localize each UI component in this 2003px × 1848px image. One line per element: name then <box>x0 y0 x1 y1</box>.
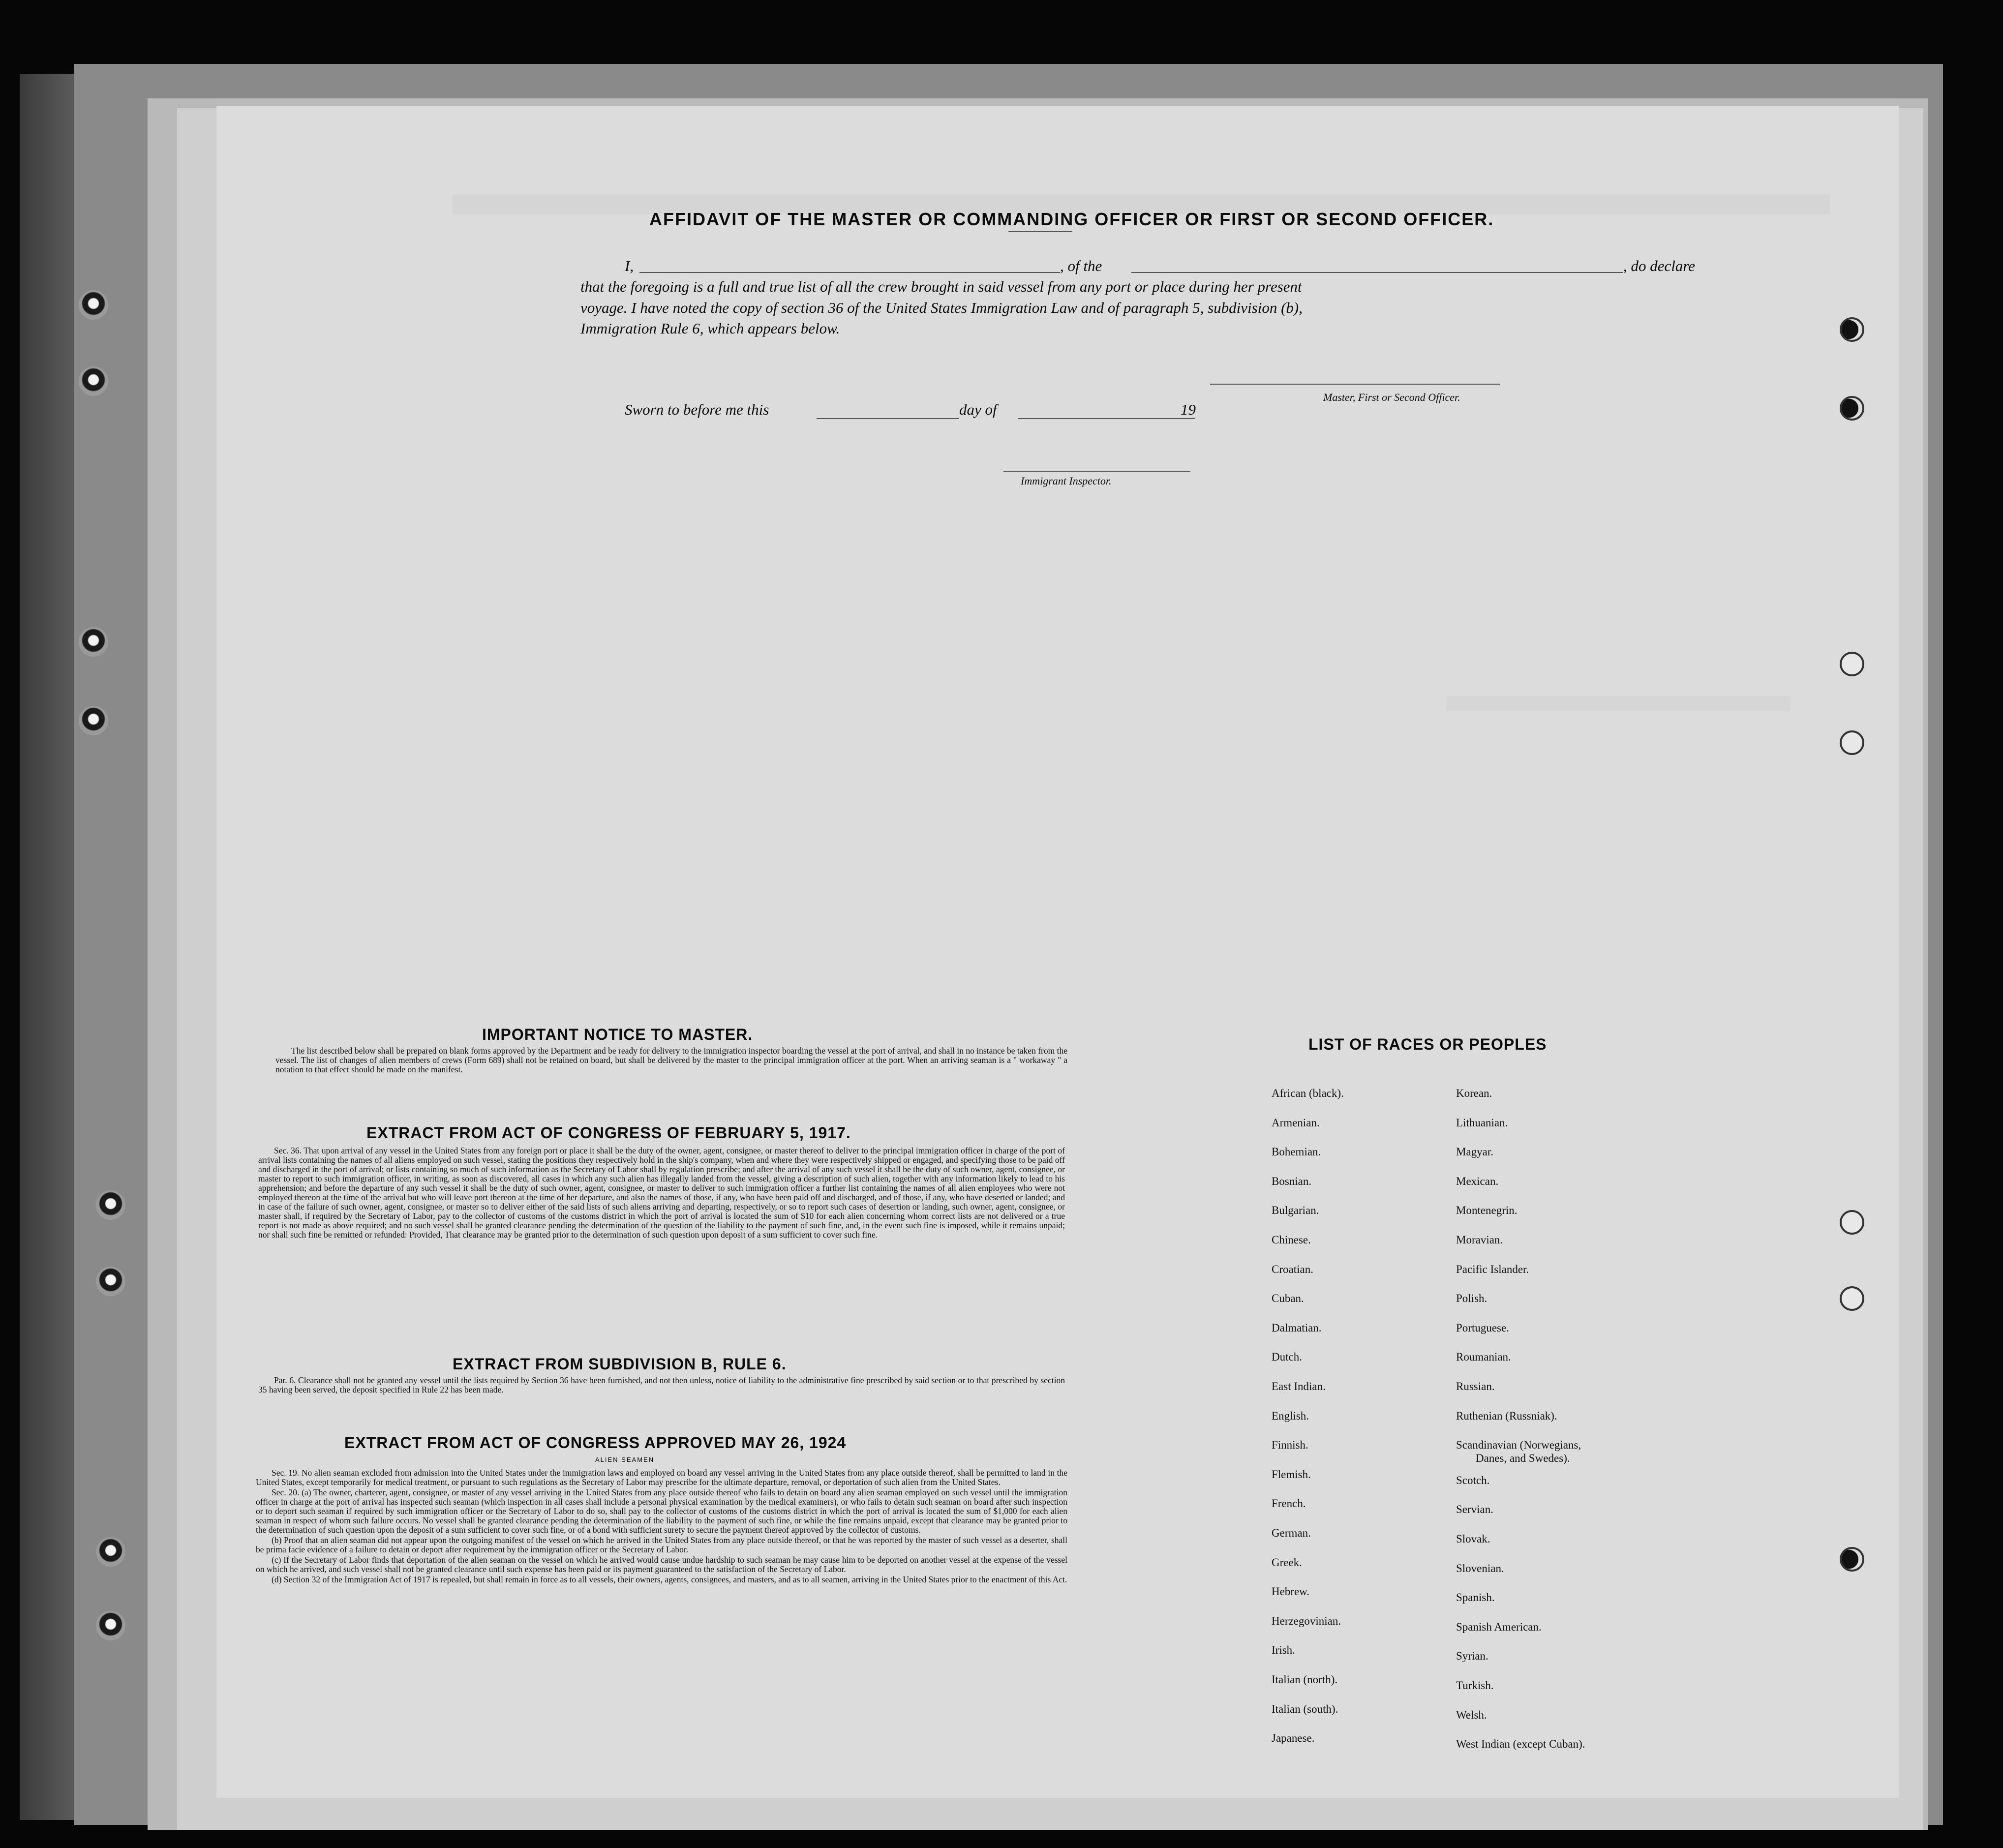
binder-hole <box>79 366 108 396</box>
race-item: Greek. <box>1272 1556 1302 1569</box>
race-item: Pacific Islander. <box>1456 1263 1529 1275</box>
sworn-day-line <box>817 418 959 419</box>
race-item: Croatian. <box>1272 1263 1313 1275</box>
extract-1924-subtitle: ALIEN SEAMEN <box>595 1456 655 1463</box>
race-item: West Indian (except Cuban). <box>1456 1738 1585 1751</box>
document-page <box>216 106 1899 1798</box>
race-item: Welsh. <box>1456 1708 1487 1721</box>
race-item: Korean. <box>1456 1087 1492 1099</box>
extract-rule6-paragraph: Par. 6. Clearance shall not be granted any vessel until the lists required by Section 36 have been furnished, and not then unless, notice of liability to the administrative fine prescribed by said section or to that prescribed by section 35 having been served, the deposit specified in Rule 22 has been made. <box>258 1375 1065 1394</box>
punch-hole <box>1840 1210 1864 1235</box>
race-item: Roumanian. <box>1456 1351 1511 1363</box>
race-item: Chinese. <box>1272 1234 1311 1246</box>
race-item: Italian (south). <box>1272 1702 1338 1715</box>
extract-1924-paragraph: (c) If the Secretary of Labor finds that deportation of the alien seaman on the vessel on which he arrived would cause undue hardship to such seaman he may cause him to be deported on another vessel at the expense of the vessel on which he arrived, and such vessel shall not be granted clearance until such expense has been paid or its payment guaranteed to the satisfaction of the Secretary of Labor. <box>256 1555 1067 1574</box>
race-item: Scandinavian (Norwegians, <box>1456 1439 1581 1452</box>
race-item: Armenian. <box>1272 1116 1320 1129</box>
race-item: English. <box>1272 1409 1309 1422</box>
affidavit-title: AFFIDAVIT OF THE MASTER OR COMMANDING OFFICER OR FIRST OR SECOND OFFICER. <box>649 209 1494 229</box>
race-item: Magyar. <box>1456 1146 1494 1158</box>
race-item: Japanese. <box>1272 1732 1315 1745</box>
affidavit-i: I, <box>625 257 634 274</box>
notice-title: IMPORTANT NOTICE TO MASTER. <box>482 1026 753 1043</box>
race-item: Ruthenian (Russniak). <box>1456 1409 1557 1422</box>
race-item: Spanish. <box>1456 1591 1495 1604</box>
extract-1924-title: EXTRACT FROM ACT OF CONGRESS APPROVED MAY 26, 1924 <box>344 1434 847 1452</box>
race-item: East Indian. <box>1272 1380 1326 1393</box>
race-item: Scotch. <box>1456 1474 1490 1486</box>
race-item: German. <box>1272 1527 1311 1539</box>
binder-hole <box>96 1190 125 1220</box>
punch-hole <box>1840 1547 1864 1572</box>
race-item: Mexican. <box>1456 1175 1499 1187</box>
race-item: Irish. <box>1272 1644 1295 1657</box>
race-item: Russian. <box>1456 1380 1495 1393</box>
year-label: 19 <box>1181 401 1196 418</box>
notice-paragraph: The list described below shall be prepared on blank forms approved by the Department and be ready for delivery to the immigration inspector boarding the vessel at the port of arrival, and shall in no instance be taken from the vessel. The list of changes of alien members of crews (Form 689) shall not be retained on board, but shall be delivered by the master to the principal immigration officer at the port. When an arriving seaman is a " workaway " a notation to that effect should be made on the manifest. <box>275 1046 1067 1074</box>
race-item: Bulgarian. <box>1272 1204 1319 1217</box>
title-rule <box>1008 231 1072 232</box>
inspector-signature-line <box>1003 471 1190 472</box>
race-item: Slovak. <box>1456 1533 1490 1545</box>
binder-hole <box>79 627 108 657</box>
extract-rule6-title: EXTRACT FROM SUBDIVISION B, RULE 6. <box>453 1355 787 1373</box>
affidavit-line-2: that the foregoing is a full and true list of all the crew brought in said vessel from any port or place during her present <box>580 278 1302 295</box>
race-item: Servian. <box>1456 1503 1494 1516</box>
binder-hole <box>96 1537 125 1567</box>
extract-1924-paragraph: (d) Section 32 of the Immigration Act of 1917 is repealed, but shall remain in force as to all vessels, their owners, agents, consignees, and masters, and as to all seamen, arriving in the United States prior to the enactment of this Act. <box>272 1575 1067 1584</box>
punch-hole <box>1840 396 1864 421</box>
race-item: Turkish. <box>1456 1679 1494 1692</box>
sworn-month-line <box>1018 418 1195 419</box>
race-item: Moravian. <box>1456 1234 1503 1246</box>
extract-1924-paragraph: (b) Proof that an alien seaman did not appear upon the outgoing manifest of the vessel on which he arrived in the United States from any place outside thereof, or that he was reported by the master of such vessel as a deserter, shall be prima facie evidence of a failure to detain or deport after requirement by the immigration officer or the Secretary of Labor. <box>256 1535 1067 1554</box>
name-line <box>639 272 1060 273</box>
race-item: Bohemian. <box>1272 1146 1321 1158</box>
race-item: Lithuanian. <box>1456 1116 1508 1129</box>
punch-hole <box>1840 730 1864 755</box>
race-item: Flemish. <box>1272 1468 1311 1481</box>
race-item-continuation: Danes, and Swedes). <box>1476 1452 1570 1465</box>
race-item: Finnish. <box>1272 1439 1308 1452</box>
race-item: African (black). <box>1272 1087 1344 1099</box>
race-item: Hebrew. <box>1272 1585 1310 1598</box>
race-item: Polish. <box>1456 1292 1487 1305</box>
race-item: Cuban. <box>1272 1292 1304 1305</box>
master-signature-label: Master, First or Second Officer. <box>1323 391 1460 403</box>
binder-hole <box>79 290 108 320</box>
binder-hole <box>79 706 108 735</box>
extract-1917-text <box>258 1146 1065 1241</box>
punch-hole <box>1840 1286 1864 1311</box>
bleed-through <box>1446 696 1791 711</box>
notice-text <box>275 1046 1067 1075</box>
binder-hole <box>96 1267 125 1296</box>
day-of-label: day of <box>959 401 997 418</box>
inspector-label: Immigrant Inspector. <box>1021 475 1112 487</box>
punch-hole <box>1840 317 1864 342</box>
race-item: Syrian. <box>1456 1650 1488 1663</box>
races-title: LIST OF RACES OR PEOPLES <box>1308 1035 1547 1053</box>
affidavit-of-the: , of the <box>1060 257 1102 274</box>
race-item: Bosnian. <box>1272 1175 1312 1187</box>
extract-1924-paragraph: Sec. 20. (a) The owner, charterer, agent, consignee, or master of any vessel arriving in the United States from any place outside thereof who fails to detain on board any alien seaman employed on such vessel until the immigration officer in charge at the port of arrival has inspected such seaman (which inspection in all cases shall include a personal physical examination by the medical examiners), or who fails to detain such seaman on board after such inspection or to deport such seaman if required by such immigration officer or the Secretary of Labor to do so, shall pay to the collector of customs of the customs district in which the port of arrival is located the sum of $1,000 for each alien seaman in respect of whom such failure occurs. No vessel shall be granted clearance pending the determination of the liability to the payment of such fine, or while the fine remains unpaid, except that clearance may be granted prior to the determination of such question upon the deposit of a sum sufficient to cover such fine, or of a bond with sufficient surety to secure the payment thereof approved by the collector of customs. <box>256 1487 1067 1535</box>
race-item: French. <box>1272 1497 1306 1510</box>
sworn-label: Sworn to before me this <box>625 401 769 418</box>
race-item: Portuguese. <box>1456 1321 1509 1334</box>
race-item: Herzegovinian. <box>1272 1614 1341 1627</box>
binder-hole <box>96 1611 125 1640</box>
affidavit-declare: , do declare <box>1623 257 1696 274</box>
extract-1917-title: EXTRACT FROM ACT OF CONGRESS OF FEBRUARY 5, 1917. <box>366 1124 851 1142</box>
vessel-line <box>1131 272 1623 273</box>
extract-rule6-text <box>258 1376 1065 1395</box>
extract-1924-paragraph: Sec. 19. No alien seaman excluded from admission into the United States under the immigration laws and employed on board any vessel arriving in the United States from any place outside thereof, shall be permitted to land in the United States, except temporarily for medical treatment, or pursuant to such regulations as the Secretary of Labor may prescribe for the ultimate departure, removal, or deportation of such alien from the United States. <box>256 1468 1067 1487</box>
extract-1917-paragraph: Sec. 36. That upon arrival of any vessel in the United States from any foreign port or place it shall be the duty of the owner, agent, consignee, or master thereof to deliver to the principal immigration officer in charge of the port of arrival lists containing the names of all aliens employed on such vessel, stating the positions they respectively hold in the ship's company, when and where they were respectively shipped or engaged, and specifying those to be paid off and discharged in the port of arrival; or lists containing so much of such information as the Secretary of Labor shall by regulation prescribe; and after the arrival of any such vessel it shall be the duty of such owner, agent, consignee, or master to report to such immigration officer, in writing, as soon as discovered, all cases in which any such alien has illegally landed from the vessel, giving a description of such alien, together with any information likely to lead to his apprehension; and before the departure of any such vessel it shall be the duty of such owner, agent, consignee, or master to deliver to such immigration officer a further list containing the names of all alien employees who were not employed thereon at the time of the arrival but who will leave port thereon at the time of her departure, and also the names of those, if any, who have been paid off and discharged, and of those, if any, who have deserted or landed; and in case of the failure of such owner, agent, consignee, or master so to deliver either of the said lists of such aliens arriving and departing, respectively, or so to report such cases of desertion or landing, such owner, agent, consignee, or master shall, if required by the Secretary of Labor, pay to the collector of customs of the customs district in which the port of arrival is located the sum of $10 for each alien concerning whom correct lists are not delivered or a true report is not made as above required; and no such vessel shall be granted clearance pending the determination of the question of the liability to the payment of such fine, and, in the event such fine is imposed, while it remains unpaid; nor shall such fine be remitted or refunded: Provided, That clearance may be granted prior to the determination of such question upon deposit of a sum sufficient to cover such fine. <box>258 1146 1065 1240</box>
punch-hole <box>1840 652 1864 676</box>
extract-1924-text <box>256 1468 1067 1585</box>
affidavit-line-4: Immigration Rule 6, which appears below. <box>580 320 840 337</box>
race-item: Dalmatian. <box>1272 1321 1322 1334</box>
race-item: Dutch. <box>1272 1351 1302 1363</box>
race-item: Italian (north). <box>1272 1673 1338 1686</box>
race-item: Slovenian. <box>1456 1562 1504 1575</box>
race-item: Montenegrin. <box>1456 1204 1517 1217</box>
affidavit-line-3: voyage. I have noted the copy of section 36 of the United States Immigration Law and of paragraph 5, subdivision (b), <box>580 299 1303 316</box>
race-item: Spanish American. <box>1456 1620 1542 1633</box>
master-signature-line <box>1210 384 1500 385</box>
